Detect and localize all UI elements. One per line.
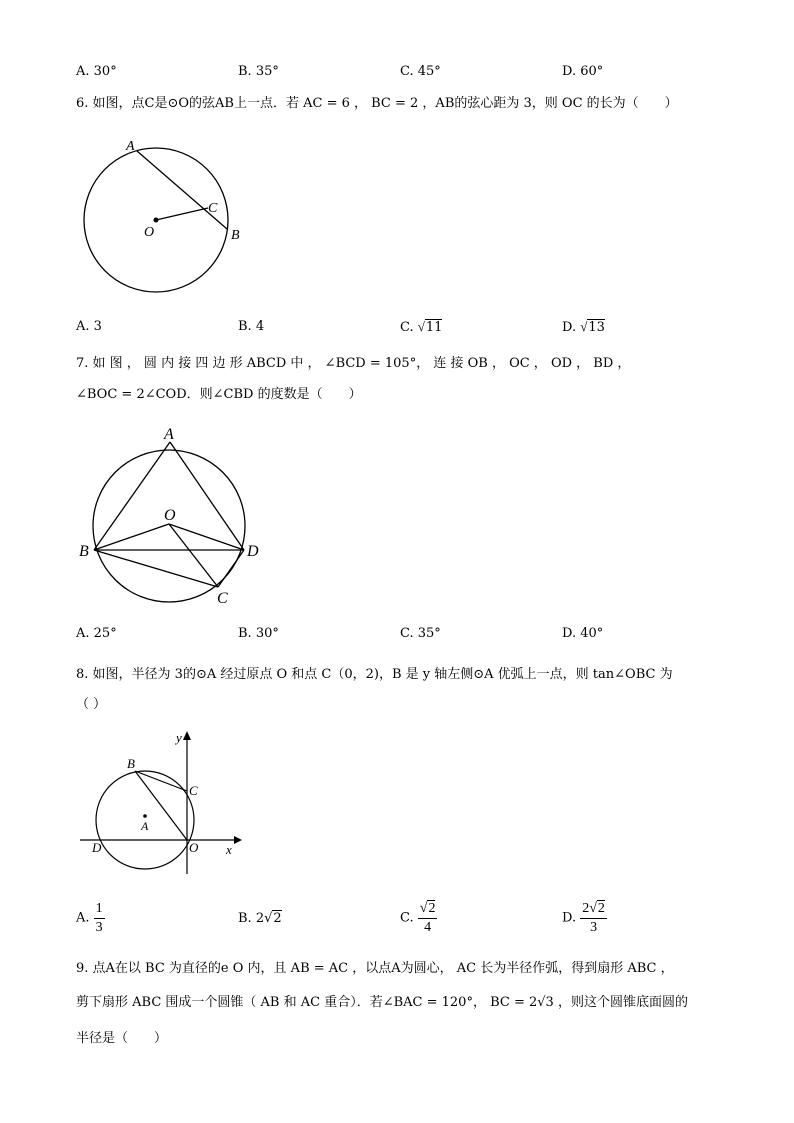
q8-option-a: A. $\frac{1}{3}$ [76,901,103,935]
q7-stem-line2: ∠BOC = 2∠COD．则∠CBD 的度数是（ ） [76,387,362,402]
q7-label-o: O [164,507,176,524]
q7-stem-line1: 7. 如 图 ， 圆 内 接 四 边 形 ABCD 中 ， ∠BCD = 105°， 连 接 OB ， OC ， OD ， BD ， [76,356,631,371]
q8-figure [76,728,246,878]
q8-option-c: C. $\frac{√2}{4}$ [400,901,436,935]
q5-option-d: D. 60° [562,64,604,79]
q8-label-o: O [189,840,199,855]
q6-option-b: B. 4 [238,319,265,334]
q7-option-c: C. 35° [400,626,441,641]
q9-line1: 9. 点A在以 BC 为直径的e O 内，且 AB = AC ，以点A为圆心， AC 长为半径作弧，得到扇形 ABC ， [76,961,674,976]
q7-label-d: D [247,543,259,560]
q6-option-a: A. 3 [76,319,102,334]
q8-option-b: B. 2√2 [238,911,282,926]
q6-option-c: C. √11 [400,319,443,335]
q8-stem-line2: （ ） [76,697,107,712]
q6-label-c: C [208,201,218,216]
q5-option-b: B. 35° [238,64,279,79]
q8-stem-line1: 8. 如图，半径为 3的⊙A 经过原点 O 和点 C（0，2)，B 是 y 轴左侧⊙A 优弧上一点，则 tan∠OBC 为 [76,667,673,682]
q5-option-c: C. 45° [400,64,441,79]
q8-label-x: x [226,842,232,857]
q6-stem: 6. 如图，点C是⊙O的弦AB上一点．若 AC = 6 ， BC = 2 ，AB的弦心距为 3，则 OC 的长为（ ） [76,96,678,111]
q8-label-b: B [127,756,135,771]
q7-label-a: A [164,426,174,443]
q8-label-d: D [92,840,102,855]
q7-option-b: B. 30° [238,626,279,641]
q8-option-d: D. $\frac{2√2}{3}$ [562,901,605,935]
q6-label-o: O [144,225,155,240]
q7-label-b: B [79,543,89,560]
q7-option-a: A. 25° [76,626,117,641]
q8-label-a: A [141,819,149,833]
q8-label-c: C [189,783,198,798]
q6-label-a: A [126,139,135,154]
q6-option-d: D. √13 [562,319,605,335]
q7-label-c: C [217,590,228,607]
q7-option-d: D. 40° [562,626,604,641]
q5-option-a: A. 30° [76,64,117,79]
q9-line2: 剪下扇形 ABC 围成一个圆锥（ AB 和 AC 重合）．若∠BAC = 120°， BC = 2√3 ，则这个圆锥底面圆的 [76,995,688,1010]
q8-label-y: y [176,730,182,745]
q6-label-b: B [231,228,240,243]
q9-line3: 半径是（ ） [76,1031,168,1046]
q7-figure [76,420,276,610]
q6-figure [80,132,260,302]
